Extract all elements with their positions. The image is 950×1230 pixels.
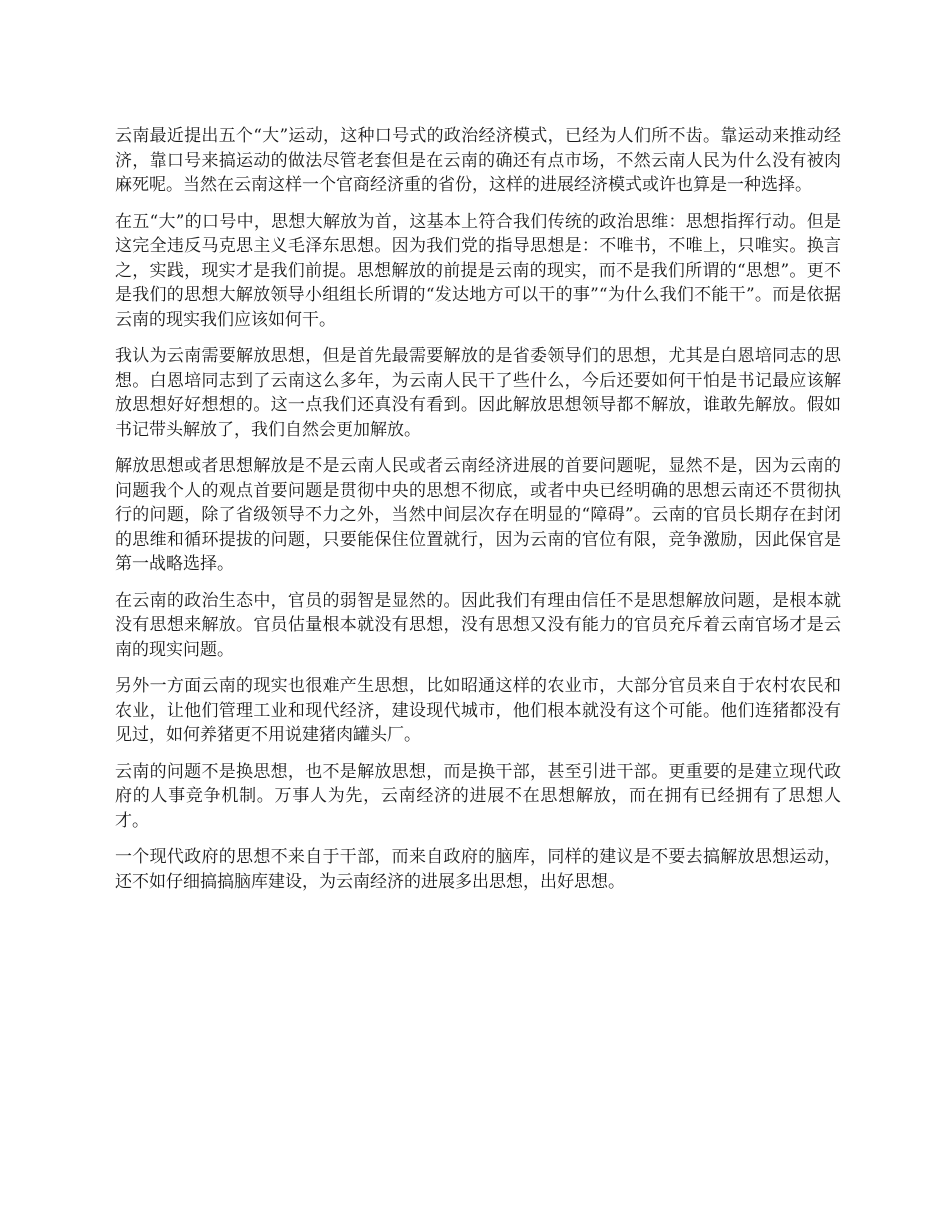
paragraph-6: 另外一方面云南的现实也很难产生思想，比如昭通这样的农业市，大部分官员来自于农村农民和农业，让他们管理工业和现代经济，建设现代城市，他们根本就没有这个可能。他们连猪都没有见过，如何养猪更不用说建猪肉罐头厂。: [115, 676, 841, 745]
paragraph-7: 云南的问题不是换思想，也不是解放思想，而是换干部，甚至引进干部。更重要的是建立现代政府的人事竞争机制。万事人为先，云南经济的进展不在思想解放，而在拥有已经拥有了思想人才。: [115, 761, 841, 831]
paragraph-5: 在云南的政治生态中，官员的弱智是显然的。因此我们有理由信任不是思想解放问题，是根本就没有思想来解放。官员估量根本就没有思想，没有思想又没有能力的官员充斥着云南官场才是云南的现实问题。: [115, 590, 841, 660]
paragraph-2: 在五“大”的口号中，思想大解放为首，这基本上符合我们传统的政治思维：思想指挥行动。但是这完全违反马克思主义毛泽东思想。因为我们党的指导思想是：不唯书，不唯上，只唯实。换言之，实践，现实才是我们前提。思想解放的前提是云南的现实，而不是我们所谓的“思想”。更不是我们的思想大解放领导小组组长所谓的“发达地方可以干的事”“为什么我们不能干”。而是依据云南的现实我们应该如何干。: [115, 211, 841, 330]
document-body: [115, 124, 841, 906]
paragraph-3: 我认为云南需要解放思想，但是首先最需要解放的是省委领导们的思想，尤其是白恩培同志的思想。白恩培同志到了云南这么多年，为云南人民干了些什么，今后还要如何干怕是书记最应该解放思想好好想想的。这一点我们还真没有看到。因此解放思想领导都不解放，谁敢先解放。假如书记带头解放了，我们自然会更加解放。: [115, 346, 841, 440]
paragraph-8: 一个现代政府的思想不来自于干部，而来自政府的脑库，同样的建议是不要去搞解放思想运动，还不如仔细搞搞脑库建设，为云南经济的进展多出思想，出好思想。: [115, 847, 841, 892]
paragraph-1: 云南最近提出五个“大”运动，这种口号式的政治经济模式，已经为人们所不齿。靠运动来推动经济，靠口号来搞运动的做法尽管老套但是在云南的确还有点市场，不然云南人民为什么没有被肉麻死呢。当然在云南这样一个官商经济重的省份，这样的进展经济模式或许也算是一种选择。: [115, 126, 841, 195]
paragraph-4: 解放思想或者思想解放是不是云南人民或者云南经济进展的首要问题呢，显然不是，因为云南的问题我个人的观点首要问题是贯彻中央的思想不彻底，或者中央已经明确的思想云南还不贯彻执行的问题，除了省级领导不力之外，当然中间层次存在明显的“障碍”。云南的官员长期存在封闭的思维和循环提拔的问题，只要能保住位置就行，因为云南的官位有限，竞争激励，因此保官是第一战略选择。: [115, 456, 841, 574]
